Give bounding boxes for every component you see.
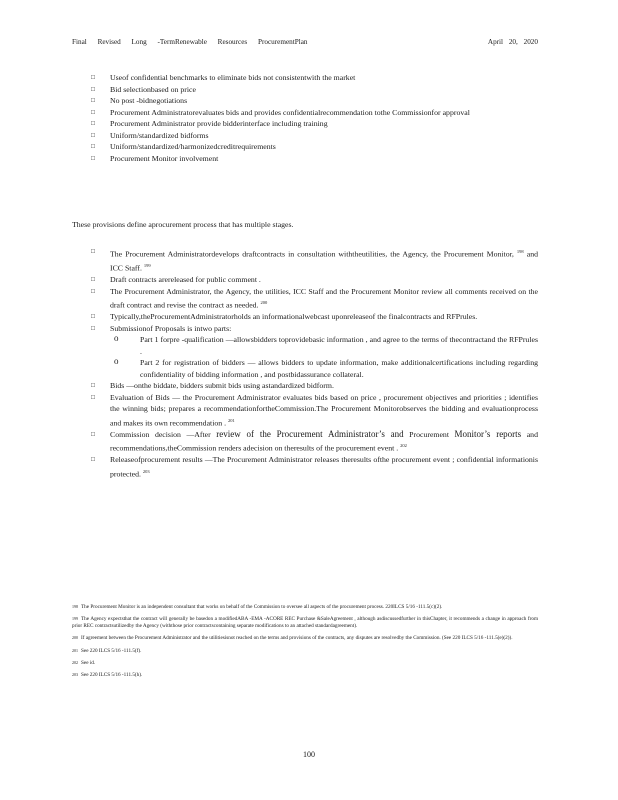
stage-text: Releaseofprocurement results —The Procurement Administrator releases theresults ofthe procurement event ; confidential informationis protected. [110,455,538,479]
stages-list-block [72,246,538,480]
list-item: □ Procurement Administratorevaluates bids and provides confidentialrecommendation tothe Commissionfor approval [72,107,538,119]
submission-sublist [110,334,538,380]
intro-paragraph: These provisions define aprocurement process that has multiple stages. [72,220,294,229]
features-list-block [72,72,538,164]
stage-item-evaluation [72,392,538,429]
stage-item-submission [72,323,538,381]
stage-text: Submissionof Proposals is intwo parts: [110,323,232,333]
footnote-ref[interactable]: 200 [260,300,268,306]
sublist-item: o Part 1 forpre -qualification —allowsbidders toprovidebasic information , and agree to the terms of thecontractand the RFPrules . [72,334,538,357]
footnote [72,672,538,679]
footnote-ref[interactable]: 203 [142,468,150,474]
stage-item-webcast: □ Typically,theProcurementAdministratorholds an informationalwebcast uponreleaseof the finalcontracts and RFPrules. [72,311,538,323]
page-number: 100 [303,750,315,759]
stage-item-review [72,286,538,312]
footnote-number: 203 [72,672,78,678]
footnotes [72,604,538,685]
footnote-number: 198 [72,604,78,609]
stage-text: Procurement [403,429,455,439]
footnote-ref[interactable]: 199 [143,263,151,269]
list-item: □ Procurement Administrator provide bidderinterface including training [72,118,538,130]
footnote [72,660,538,667]
footnote-text: The Agency expectsthat the contract will generally be basedon a modifiedABA -EMA -ACORE REC Purchase &SaleAgreement , although asdiscussedfurther in thisChapter, it recommends a change in approach from prior REC contractsutilizedby the Agency (withthose prior contractscontaining separate modifications to an attached standardagreement). [72,616,538,630]
stage-item-release [72,454,538,480]
stage-text: The Procurement Administrator, the Agency, the utilities, ICC Staff and the Procurement Monitor review all comments received on the draft contract and revise the contract as needed. [110,286,538,310]
footnote [72,604,538,611]
stage-item-bids: □ Bids —onthe biddate, bidders submit bids using astandardized bidform. [72,380,538,392]
sublist-item: o Part 2 for registration of bidders — allows bidders to update information, make additionalcertifications including regarding confidentiality of bidding information , and postbidassurance collateral. [72,357,538,380]
stages-list [72,246,538,480]
list-item: □ Uniform/standardized/harmonizedcreditrequirements [72,141,538,153]
list-item: □ Bid selectionbased on price [72,84,538,96]
footnote-number: 200 [72,635,78,641]
stage-item-draft: □ Draft contracts arereleased for public comment . [72,274,538,286]
footnote [72,648,538,655]
footnote-text: See 220 ILCS 5/16 -111.5(f). [81,647,142,654]
footnote-number: 202 [72,659,78,665]
list-item: □ Procurement Monitor involvement [72,153,538,165]
stage-text: and recommendations,theCommission renders adecision on theresults of the procurement event . [110,429,538,453]
list-item: □ No post -bidnegotiations [72,95,538,107]
header-title: Final Revised Long -TermRenewable Resources ProcurementPlan [72,38,308,46]
footnote-ref[interactable]: 198 [516,249,524,254]
list-item: □ Uniform/standardized bidforms [72,130,538,142]
stage-text-emph: review of the Procurement Administrator’s and [216,428,404,439]
footnote-ref[interactable]: 201 [228,417,235,423]
stage-item-contracts [72,246,538,274]
footnote-text: See 220 ILCS 5/16 -111.5(h). [81,672,143,679]
stage-text: and ICC Staff. [110,249,538,273]
footnote-text: If agreement between the Procurement Administrator and the utilitiesisnot reached on the terms and provisions of the contracts, any disputes are resolvedby the Commission. (See 220 ILCS 5/16 -111.5(e)(2)). [81,635,513,642]
header-date: April 20, 2020 [487,38,538,46]
footnote [72,635,538,642]
stage-text: Evaluation of Bids — the Procurement Administrator evaluates bids based on price , procurement objectives and priorities ; identifies the winning bids; prepares a recommendationfortheCommission.The Procurement Monitorobserves the bidding and evaluationprocess and makes its own recommendation . [110,392,538,428]
features-list [72,72,538,164]
stage-text: The Procurement Administratordevelops draftcontracts in consultation withtheutilities, the Agency, the Procurement Monitor, [110,249,514,259]
footnote-number: 201 [72,647,78,653]
footnote [72,616,538,630]
footnote-text: The Procurement Monitor is an independent consultant that works on behalf of the Commission to oversee all aspects of the procurement process. 220ILCS 5/16 -111.5(c)(2). [81,604,443,610]
stage-text: Commission decision —After [110,429,217,439]
stage-text-emph: Monitor’s reports [454,428,522,439]
list-item: □ Useof confidential benchmarks to eliminate bids not consistentwith the market [72,72,538,84]
footnote-number: 199 [72,616,78,622]
footnote-ref[interactable]: 202 [400,443,407,449]
stage-item-decision [72,429,538,455]
running-header [72,38,538,46]
footnote-text: See id. [81,659,96,666]
